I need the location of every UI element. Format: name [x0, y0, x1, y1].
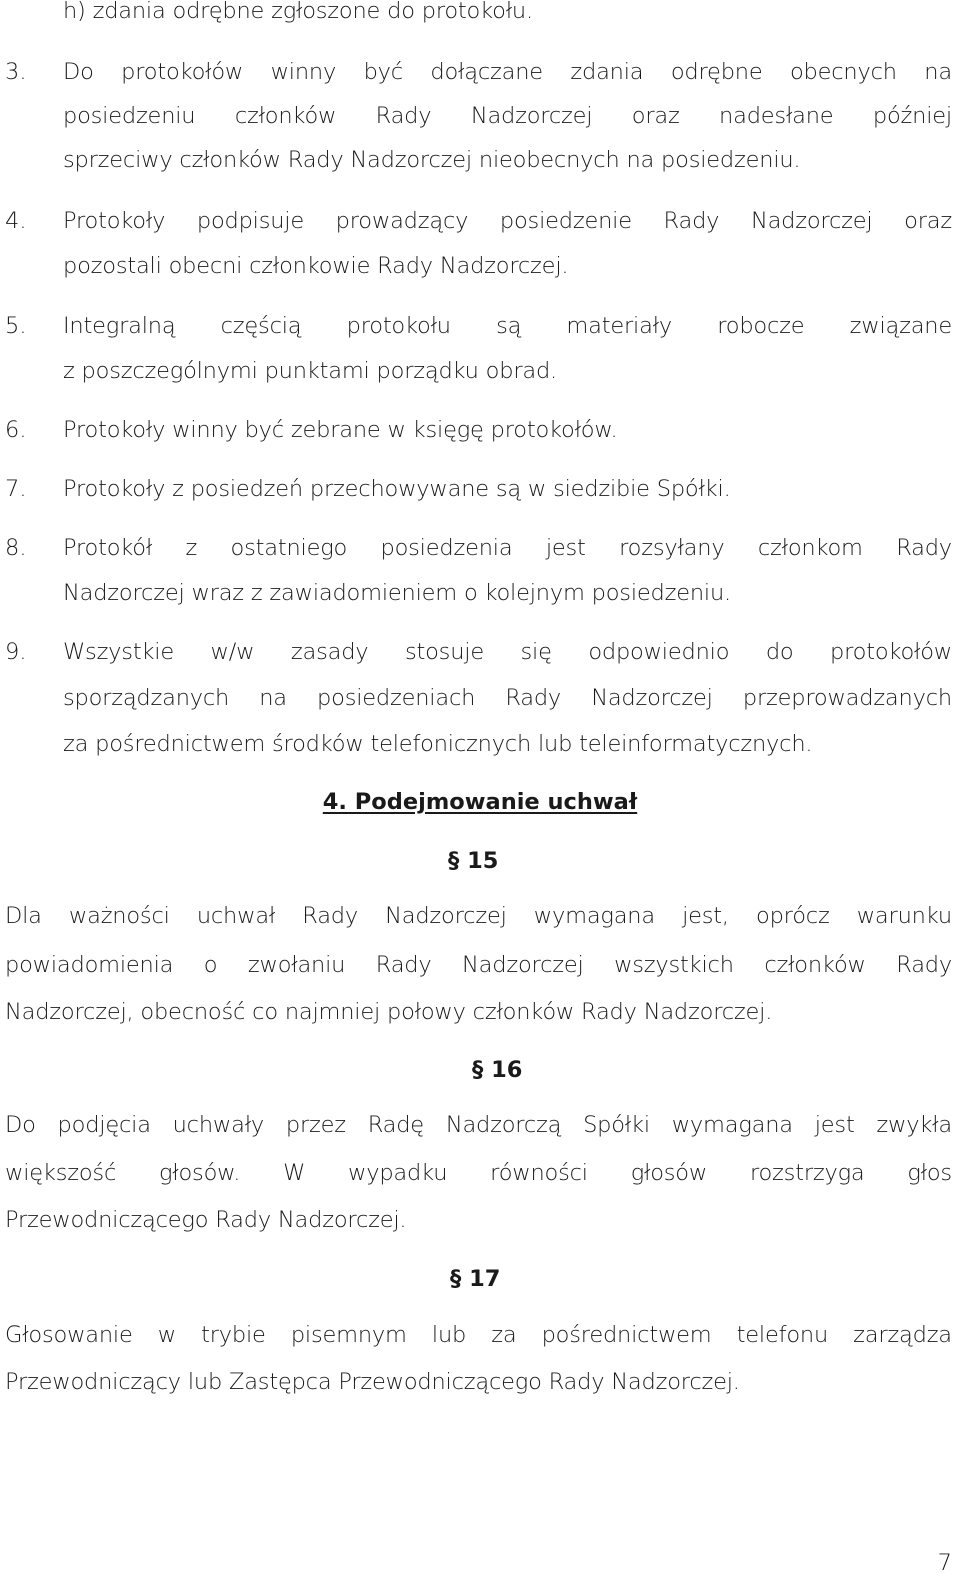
list-number: 4. [5, 208, 27, 234]
word: Wszystkie [63, 639, 174, 665]
paragraph-sign: § 16 [472, 1057, 523, 1083]
word: na [259, 685, 287, 711]
word: głos [907, 1160, 952, 1186]
text-line [5, 950, 952, 980]
text-line: Nadzorczej, obecność co najmniej połowy członków Rady Nadzorczej. [5, 999, 773, 1025]
text-line [5, 901, 952, 931]
text-line [63, 683, 952, 713]
word: przez [285, 1112, 346, 1138]
word: z [185, 535, 198, 561]
word: odrębne [670, 59, 763, 85]
word: Rady [302, 903, 358, 929]
word: nadesłane [719, 103, 834, 129]
text-line: Nadzorczej wraz z zawiadomieniem o kolejnym posiedzeniu. [63, 580, 731, 606]
word: dołączane [430, 59, 543, 85]
word: jest [545, 535, 586, 561]
word: Nadzorczą [445, 1112, 562, 1138]
text-line [63, 101, 952, 131]
list-number: 5. [5, 313, 27, 339]
word: równości [490, 1160, 588, 1186]
word: materiały [566, 313, 672, 339]
word: Rady [896, 535, 952, 561]
word: posiedzeniu [63, 103, 196, 129]
text-line [5, 1320, 952, 1350]
text-line: z poszczególnymi punktami porządku obrad. [63, 358, 557, 384]
word: ostatniego [230, 535, 348, 561]
list-number: 8. [5, 535, 27, 561]
section-heading [0, 787, 960, 817]
word: Radę [367, 1112, 424, 1138]
word: zarządza [853, 1322, 952, 1348]
text-line: Przewodniczącego Rady Nadzorczej. [5, 1207, 407, 1233]
word: Spółki [583, 1112, 650, 1138]
word: odpowiednio [588, 639, 730, 665]
word: rozsyłany [619, 535, 725, 561]
word: ważności [68, 903, 170, 929]
word: telefonu [736, 1322, 829, 1348]
word: częścią [220, 313, 302, 339]
word: zwołaniu [247, 952, 346, 978]
list-number: 3. [5, 59, 27, 85]
text-line [63, 637, 952, 667]
word: za [491, 1322, 517, 1348]
word: członków [234, 103, 337, 129]
word: posiedzenia [380, 535, 513, 561]
list-item-h: h) zdania odrębne zgłoszone do protokołu. [63, 0, 533, 24]
word: większość [5, 1160, 117, 1186]
word: Do [63, 59, 94, 85]
word: Nadzorczej [750, 208, 873, 234]
word: Głosowanie [5, 1322, 133, 1348]
text-line [63, 206, 952, 236]
word: Protokoły [63, 208, 166, 234]
word: w/w [210, 639, 255, 665]
word: winny [270, 59, 337, 85]
word: wymagana [533, 903, 655, 929]
text-line [63, 311, 952, 341]
word: prowadzący [335, 208, 469, 234]
text-line: sprzeciwy członków Rady Nadzorczej nieobecnych na posiedzeniu. [63, 147, 801, 173]
text-line [63, 533, 952, 563]
word: przeprowadzanych [742, 685, 952, 711]
word: rozstrzyga [749, 1160, 865, 1186]
text-line: Protokoły winny być zebrane w księgę protokołów. [63, 417, 618, 443]
list-number: 7. [5, 476, 27, 502]
word: głosów. [158, 1160, 241, 1186]
word: Rady [375, 103, 432, 129]
word: Rady [505, 685, 562, 711]
text-line: pozostali obecni członkowie Rady Nadzorczej. [63, 253, 569, 279]
word: pośrednictwem [541, 1322, 712, 1348]
text-line [5, 1110, 952, 1140]
word: Nadzorczej [462, 952, 584, 978]
word: zasady [290, 639, 369, 665]
list-number: 9. [5, 639, 27, 665]
word: oraz [904, 208, 952, 234]
word: protokołu [346, 313, 451, 339]
text-line [63, 57, 952, 87]
word: obecnych [789, 59, 897, 85]
word: Dla [5, 903, 42, 929]
word: oprócz [756, 903, 830, 929]
word: wszystkich [614, 952, 734, 978]
word: wypadku [348, 1160, 448, 1186]
word: stosuje [404, 639, 484, 665]
word: członków [764, 952, 866, 978]
word: posiedzenie [499, 208, 632, 234]
word: związane [849, 313, 952, 339]
text-line: za pośrednictwem środków telefonicznych lub teleinformatycznych. [63, 731, 813, 757]
word: są [496, 313, 522, 339]
word: Nadzorczej [591, 685, 713, 711]
word: protokołów [121, 59, 244, 85]
word: zdania [570, 59, 644, 85]
word: protokołów [830, 639, 952, 665]
word: o [203, 952, 218, 978]
word: podpisuje [196, 208, 304, 234]
text-line [5, 1158, 952, 1188]
word: w [157, 1322, 176, 1348]
word: uchwał [196, 903, 276, 929]
word: Nadzorczej [385, 903, 507, 929]
word: Rady [896, 952, 952, 978]
word: jest, [682, 903, 729, 929]
word: uchwały [172, 1112, 265, 1138]
word: Do [5, 1112, 36, 1138]
word: jest [814, 1112, 855, 1138]
word: wymagana [671, 1112, 793, 1138]
list-number: 6. [5, 417, 27, 443]
word: Rady [375, 952, 432, 978]
word: się [520, 639, 552, 665]
paragraph-sign: § 17 [450, 1266, 501, 1292]
word: trybie [201, 1322, 266, 1348]
word: posiedzeniach [317, 685, 476, 711]
word: zwykła [876, 1112, 952, 1138]
word: Nadzorczej [470, 103, 593, 129]
paragraph-sign: § 15 [448, 848, 499, 874]
word: pisemnym [290, 1322, 407, 1348]
word: warunku [856, 903, 952, 929]
word: podjęcia [57, 1112, 151, 1138]
section-title: 4. Podejmowanie uchwał [322, 789, 638, 815]
word: W [283, 1160, 306, 1186]
word: powiadomienia [5, 952, 174, 978]
word: Integralną [63, 313, 176, 339]
word: sporządzanych [63, 685, 230, 711]
text-line: Przewodniczący lub Zastępca Przewodniczącego Rady Nadzorczej. [5, 1369, 740, 1395]
word: później [872, 103, 952, 129]
word: na [924, 59, 952, 85]
word: być [363, 59, 403, 85]
word: oraz [631, 103, 680, 129]
page-number: 7 [937, 1550, 952, 1576]
word: Rady [663, 208, 720, 234]
word: członkom [757, 535, 863, 561]
word: robocze [717, 313, 805, 339]
text-line: Protokoły z posiedzeń przechowywane są w siedzibie Spółki. [63, 476, 731, 502]
word: do [765, 639, 794, 665]
word: Protokół [63, 535, 153, 561]
word: głosów [630, 1160, 708, 1186]
word: lub [431, 1322, 467, 1348]
